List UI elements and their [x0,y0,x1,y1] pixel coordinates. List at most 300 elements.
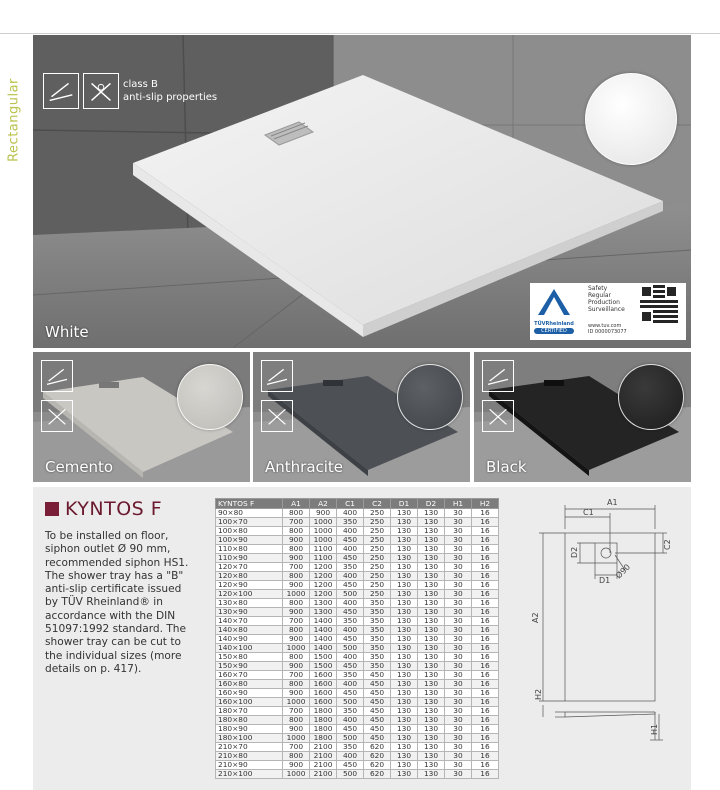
model-size-cell: 120×100 [216,590,283,599]
table-cell: 1000 [283,770,310,779]
table-cell: 30 [445,689,472,698]
table-cell: 450 [337,689,364,698]
table-cell: 350 [364,599,391,608]
table-cell: 130 [391,536,418,545]
table-cell: 350 [364,662,391,671]
dim-c2: C2 [663,539,672,550]
table-cell: 130 [391,653,418,662]
top-rule [0,33,720,34]
product-title-text: KYNTOS F [65,498,163,520]
table-cell: 1000 [283,644,310,653]
table-cell: 1400 [310,617,337,626]
table-cell: 900 [283,725,310,734]
table-cell: 130 [391,518,418,527]
table-cell: 800 [283,626,310,635]
table-cell: 16 [472,716,499,725]
table-cell: 130 [418,662,445,671]
table-cell: 350 [364,644,391,653]
table-cell: 130 [418,707,445,716]
table-cell: 30 [445,671,472,680]
table-cell: 130 [418,734,445,743]
table-cell: 130 [418,608,445,617]
table-cell: 500 [337,734,364,743]
table-cell: 30 [445,536,472,545]
table-cell: 30 [445,554,472,563]
table-cell: 130 [391,680,418,689]
table-cell: 1400 [310,644,337,653]
model-size-cell: 160×100 [216,698,283,707]
table-cell: 30 [445,518,472,527]
table-cell: 1600 [310,680,337,689]
table-cell: 1000 [310,527,337,536]
table-cell: 30 [445,509,472,518]
cert-line: Surveillance [588,306,625,313]
table-cell: 130 [391,770,418,779]
table-cell: 130 [391,698,418,707]
table-cell: 350 [337,563,364,572]
table-cell: 400 [337,716,364,725]
tuv-brand: TÜVRheinland [534,321,574,327]
table-cell: 450 [337,536,364,545]
cert-url: www.tuv.com [588,323,622,329]
table-cell: 250 [364,536,391,545]
table-cell: 250 [364,581,391,590]
table-cell: 620 [364,761,391,770]
spec-table [215,498,499,779]
model-size-cell: 110×90 [216,554,283,563]
table-cell: 1000 [283,698,310,707]
tuv-logo [534,287,574,335]
table-cell: 30 [445,635,472,644]
table-cell: 16 [472,734,499,743]
table-cell: 16 [472,743,499,752]
table-cell: 130 [391,707,418,716]
table-cell: 130 [391,716,418,725]
table-cell: 130 [391,644,418,653]
table-cell: 1600 [310,689,337,698]
table-cell: 130 [418,545,445,554]
table-cell: 130 [418,743,445,752]
table-cell: 1100 [310,554,337,563]
table-cell: 700 [283,518,310,527]
cert-line: Production [588,299,620,306]
table-cell: 130 [418,617,445,626]
model-size-cell: 130×80 [216,599,283,608]
table-cell: 400 [337,626,364,635]
table-cell: 700 [283,671,310,680]
table-cell: 130 [418,689,445,698]
table-cell: 400 [337,752,364,761]
table-row [216,770,499,779]
table-cell: 30 [445,608,472,617]
table-cell: 16 [472,572,499,581]
table-cell: 450 [337,635,364,644]
table-cell: 30 [445,707,472,716]
table-cell: 450 [364,671,391,680]
table-cell: 900 [283,761,310,770]
table-cell: 130 [391,617,418,626]
table-cell: 700 [283,617,310,626]
table-cell: 900 [283,662,310,671]
table-cell: 400 [337,545,364,554]
table-cell: 1600 [310,671,337,680]
table-cell: 30 [445,653,472,662]
table-cell: 800 [283,653,310,662]
white-texture-swatch [585,73,677,165]
table-cell: 900 [310,509,337,518]
table-cell: 1200 [310,572,337,581]
table-cell: 130 [418,635,445,644]
table-cell: 30 [445,545,472,554]
table-cell: 250 [364,527,391,536]
table-cell: 800 [283,572,310,581]
tray-profile-icon [41,360,73,392]
table-cell: 700 [283,563,310,572]
model-size-cell: 210×90 [216,761,283,770]
model-size-cell: 120×80 [216,572,283,581]
table-cell: 1200 [310,590,337,599]
table-cell: 1400 [310,626,337,635]
table-cell: 1300 [310,608,337,617]
table-cell: 2100 [310,761,337,770]
description-text: To be installed on floor, siphon outlet Ø 90 mm, recommended siphon HS1. The shower tray has a "B" anti-slip certificate issued by TÜV Rheinland® in accordance with the DIN 51097:1992 standard. The shower tray can be cut to the individual sizes (more details on p. 417). [45,530,189,675]
spec-header-d2: D2 [418,499,445,509]
table-cell: 2100 [310,743,337,752]
table-cell: 130 [391,725,418,734]
dim-h2: H2 [534,688,543,700]
table-cell: 1000 [283,734,310,743]
dim-diameter: Ø90 [614,562,633,581]
product-title [45,498,162,520]
model-size-cell: 210×80 [216,752,283,761]
model-size-cell: 160×90 [216,689,283,698]
table-cell: 900 [283,689,310,698]
table-cell: 16 [472,761,499,770]
table-cell: 130 [391,572,418,581]
table-cell: 250 [364,518,391,527]
spec-header-c2: C2 [364,499,391,509]
table-cell: 16 [472,554,499,563]
table-cell: 130 [418,752,445,761]
table-cell: 400 [337,509,364,518]
black-texture-swatch [618,364,684,430]
table-cell: 250 [364,509,391,518]
section-label: Rectangular [6,78,22,162]
model-size-cell: 120×70 [216,563,283,572]
model-size-cell: 140×100 [216,644,283,653]
table-cell: 30 [445,590,472,599]
table-cell: 16 [472,770,499,779]
table-cell: 350 [364,635,391,644]
anthracite-texture-swatch [397,364,463,430]
table-cell: 16 [472,617,499,626]
table-cell: 900 [283,608,310,617]
table-cell: 130 [418,725,445,734]
cert-footer [588,323,627,335]
tray-profile-icon [482,360,514,392]
table-cell: 130 [391,662,418,671]
table-cell: 30 [445,572,472,581]
table-cell: 800 [283,716,310,725]
table-cell: 16 [472,698,499,707]
table-cell: 130 [391,635,418,644]
table-cell: 130 [418,563,445,572]
table-cell: 500 [337,698,364,707]
table-cell: 1300 [310,599,337,608]
table-cell: 450 [337,662,364,671]
dim-d1: D1 [599,576,611,585]
dim-a2: A2 [531,612,540,623]
table-cell: 130 [418,599,445,608]
table-cell: 800 [283,599,310,608]
table-cell: 16 [472,644,499,653]
table-cell: 350 [337,671,364,680]
dim-h1: H1 [650,723,659,735]
table-cell: 350 [364,617,391,626]
color-name-black: Black [486,458,527,476]
model-size-cell: 110×80 [216,545,283,554]
table-cell: 30 [445,527,472,536]
table-cell: 450 [337,581,364,590]
qr-code-icon [640,285,678,323]
table-cell: 30 [445,770,472,779]
table-cell: 1800 [310,707,337,716]
table-cell: 350 [337,707,364,716]
anti-slip-icon [482,400,514,432]
table-cell: 16 [472,725,499,734]
table-cell: 620 [364,752,391,761]
table-cell: 1500 [310,653,337,662]
table-cell: 130 [391,608,418,617]
tray-profile-icon [43,73,79,109]
table-cell: 400 [337,572,364,581]
table-cell: 30 [445,581,472,590]
table-cell: 250 [364,554,391,563]
model-size-cell: 150×90 [216,662,283,671]
model-size-cell: 100×90 [216,536,283,545]
table-cell: 250 [364,590,391,599]
table-cell: 130 [391,626,418,635]
table-cell: 30 [445,725,472,734]
model-size-cell: 120×90 [216,581,283,590]
table-cell: 16 [472,545,499,554]
table-cell: 350 [337,743,364,752]
cert-id: ID 0000073077 [588,329,627,335]
table-cell: 30 [445,743,472,752]
siphon-box [595,543,617,563]
spec-header-h1: H1 [445,499,472,509]
table-cell: 350 [364,653,391,662]
table-cell: 350 [364,608,391,617]
table-cell: 16 [472,671,499,680]
spec-header-model: KYNTOS F [216,499,283,509]
table-cell: 130 [391,509,418,518]
dim-d2: D2 [570,546,579,558]
table-cell: 130 [418,536,445,545]
model-size-cell: 210×100 [216,770,283,779]
table-cell: 1800 [310,716,337,725]
dim-c1: C1 [583,508,594,517]
model-size-cell: 210×70 [216,743,283,752]
table-cell: 30 [445,617,472,626]
table-cell: 250 [364,563,391,572]
table-cell: 130 [418,653,445,662]
model-size-cell: 140×70 [216,617,283,626]
table-cell: 130 [391,554,418,563]
color-name-cemento: Cemento [45,458,114,476]
table-cell: 16 [472,518,499,527]
table-cell: 130 [418,554,445,563]
table-cell: 900 [283,554,310,563]
model-size-cell: 160×80 [216,680,283,689]
table-cell: 400 [337,680,364,689]
table-cell: 900 [283,635,310,644]
feature-class: class B [123,79,158,90]
model-size-cell: 180×100 [216,734,283,743]
table-cell: 1000 [283,590,310,599]
table-cell: 16 [472,653,499,662]
tray-profile-icon [261,360,293,392]
table-cell: 130 [418,518,445,527]
table-cell: 16 [472,509,499,518]
color-name-anthracite: Anthracite [265,458,344,476]
table-cell: 130 [418,716,445,725]
table-cell: 1400 [310,635,337,644]
table-cell: 16 [472,590,499,599]
variant-photo-anthracite [253,352,470,482]
feature-text [123,78,217,104]
table-cell: 500 [337,770,364,779]
cert-line: Safety [588,285,608,292]
siphon-circle [601,548,611,558]
table-cell: 130 [418,770,445,779]
table-cell: 1500 [310,662,337,671]
variant-photo-cemento [33,352,250,482]
dim-a1: A1 [607,498,618,507]
table-cell: 16 [472,752,499,761]
table-cell: 700 [283,743,310,752]
table-cell: 30 [445,680,472,689]
tuv-badge: CERTIFIED [534,328,574,334]
table-cell: 16 [472,563,499,572]
table-cell: 130 [418,761,445,770]
table-cell: 30 [445,599,472,608]
table-cell: 130 [418,698,445,707]
table-cell: 450 [364,680,391,689]
model-size-cell: 180×90 [216,725,283,734]
spec-header-a2: A2 [310,499,337,509]
table-cell: 16 [472,662,499,671]
table-cell: 16 [472,707,499,716]
table-cell: 620 [364,770,391,779]
table-cell: 16 [472,680,499,689]
table-cell: 30 [445,734,472,743]
table-cell: 130 [418,572,445,581]
table-cell: 250 [364,572,391,581]
table-cell: 130 [418,644,445,653]
table-cell: 130 [391,752,418,761]
table-cell: 900 [283,581,310,590]
product-description [45,530,197,676]
spec-table-header [216,499,499,509]
table-cell: 800 [283,752,310,761]
model-size-cell: 150×80 [216,653,283,662]
table-cell: 1800 [310,725,337,734]
table-cell: 450 [337,608,364,617]
table-cell: 16 [472,599,499,608]
table-cell: 30 [445,563,472,572]
table-cell: 30 [445,761,472,770]
table-cell: 450 [364,698,391,707]
feature-anti-slip: anti-slip properties [123,92,218,103]
cert-line: Regular [588,292,612,299]
model-size-cell: 90×80 [216,509,283,518]
table-cell: 130 [418,581,445,590]
table-cell: 350 [364,626,391,635]
model-size-cell: 100×70 [216,518,283,527]
table-cell: 1600 [310,698,337,707]
model-size-cell: 180×80 [216,716,283,725]
table-cell: 16 [472,626,499,635]
table-cell: 16 [472,608,499,617]
title-square-icon [45,502,59,516]
table-cell: 2100 [310,752,337,761]
table-cell: 400 [337,599,364,608]
table-cell: 30 [445,644,472,653]
spec-header-h2: H2 [472,499,499,509]
spec-header-c1: C1 [337,499,364,509]
table-cell: 800 [283,527,310,536]
table-cell: 30 [445,716,472,725]
color-name-white: White [45,323,89,341]
model-size-cell: 140×90 [216,635,283,644]
technical-drawing [525,495,675,745]
table-cell: 450 [364,689,391,698]
table-cell: 2100 [310,770,337,779]
table-cell: 500 [337,590,364,599]
table-cell: 30 [445,752,472,761]
tuv-certificate [530,283,686,340]
cemento-texture-swatch [177,364,243,430]
table-cell: 450 [337,554,364,563]
table-cell: 130 [391,563,418,572]
table-cell: 450 [337,725,364,734]
model-size-cell: 140×80 [216,626,283,635]
table-cell: 800 [283,680,310,689]
table-cell: 250 [364,545,391,554]
table-cell: 130 [391,599,418,608]
table-cell: 450 [337,761,364,770]
model-size-cell: 180×70 [216,707,283,716]
model-size-cell: 100×80 [216,527,283,536]
spec-header-d1: D1 [391,499,418,509]
table-cell: 130 [391,545,418,554]
table-cell: 130 [391,590,418,599]
table-cell: 130 [418,509,445,518]
table-cell: 620 [364,743,391,752]
model-size-cell: 160×70 [216,671,283,680]
table-cell: 130 [391,761,418,770]
table-cell: 130 [391,581,418,590]
table-cell: 130 [391,689,418,698]
table-cell: 130 [418,680,445,689]
anti-slip-icon [261,400,293,432]
table-cell: 1000 [310,518,337,527]
anti-slip-icon [41,400,73,432]
table-cell: 16 [472,581,499,590]
table-cell: 130 [418,527,445,536]
table-cell: 16 [472,635,499,644]
